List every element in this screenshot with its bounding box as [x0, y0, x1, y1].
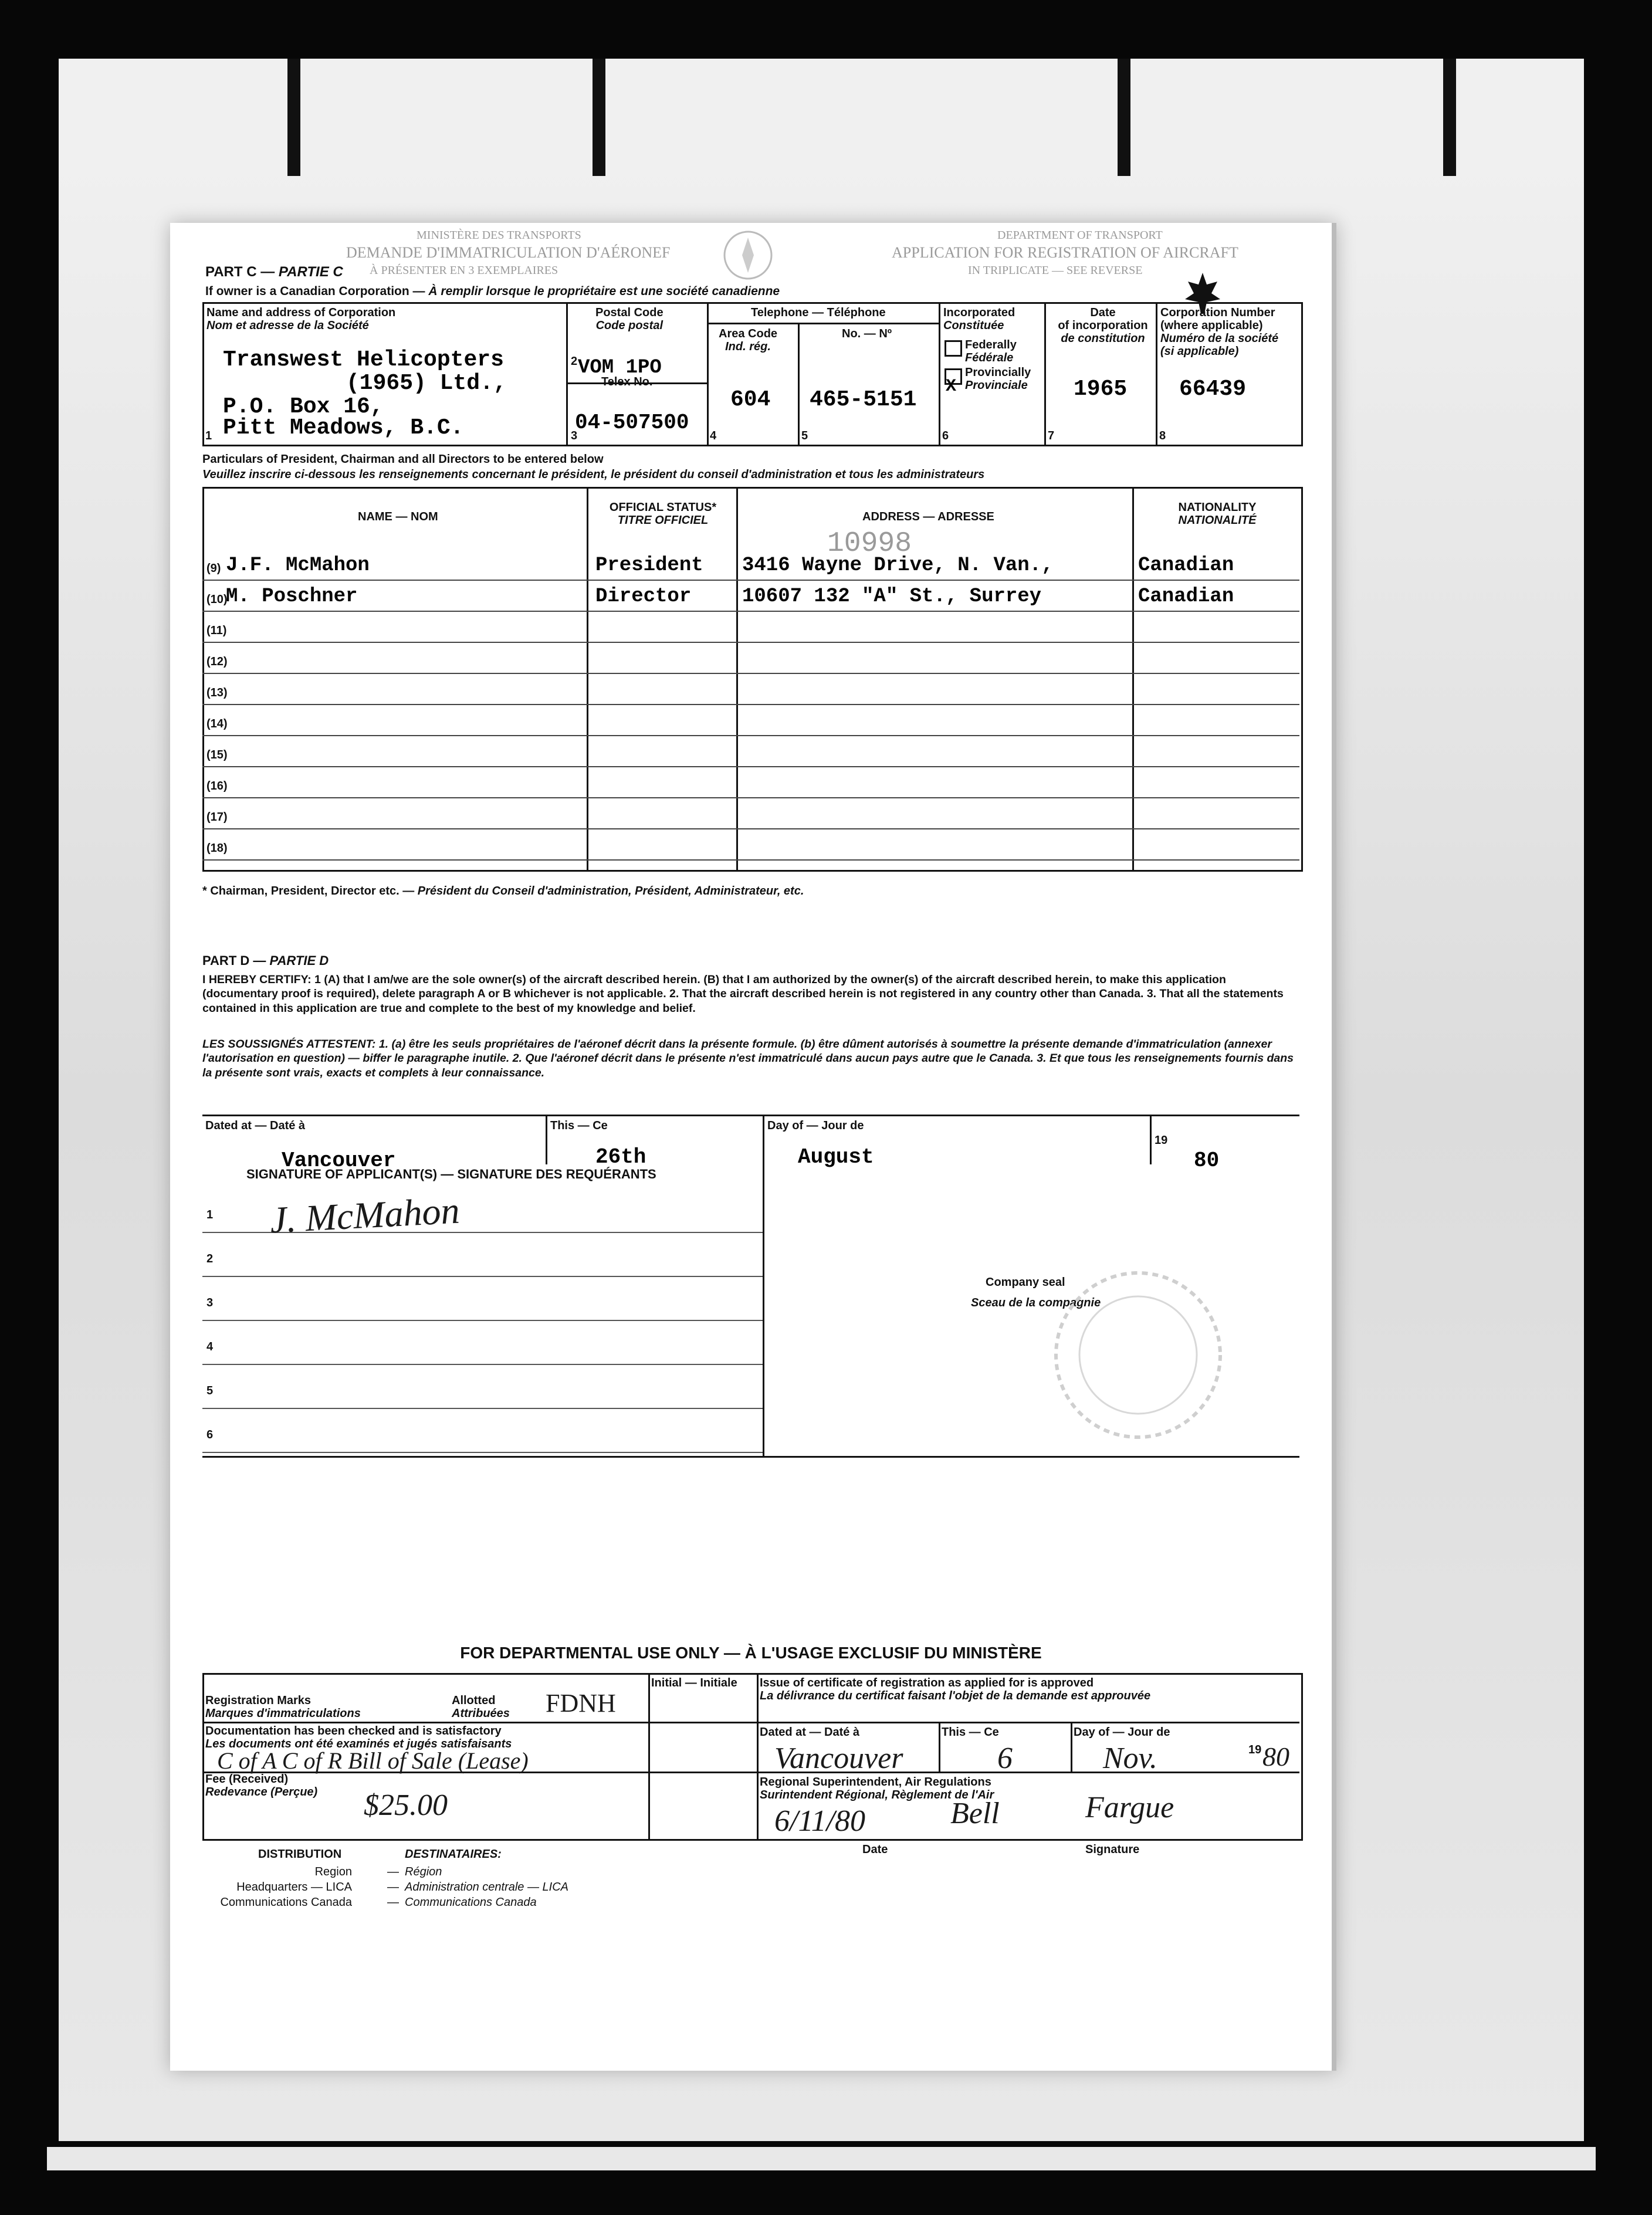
corp-address-line1: P.O. Box 16, [223, 394, 384, 419]
director-nationality: Canadian [1138, 585, 1234, 608]
corp-name-line2: (1965) Ltd., [346, 371, 507, 396]
applicant-signature: J. McMahon [269, 1189, 461, 1241]
day-of-label: Day of — Jour de [767, 1119, 864, 1132]
issue-approved-label: Issue of certificate of registration as applied for is approved La délivrance du certificat faisant l'objet de la demande est approuvée [760, 1677, 1151, 1702]
divider [566, 302, 568, 445]
company-seal-icon [1044, 1255, 1232, 1455]
film-bottom-bar [47, 2147, 1596, 2170]
dept-day-of-value: Nov. [1103, 1742, 1157, 1775]
registration-marks-label: Registration Marks Marques d'immatriculations [205, 1694, 361, 1720]
film-post [1443, 59, 1456, 176]
telex-header: Telex No. [601, 375, 653, 388]
distribution-item: Region [314, 1865, 352, 1878]
signature-line-number: 5 [206, 1384, 214, 1397]
superintendent-label: Regional Superintendent, Air Regulations Surintendent Régional, Règlement de l'Air [760, 1776, 994, 1801]
this-value: 26th [595, 1145, 646, 1169]
divider [546, 1115, 547, 1164]
row-number: (10) [206, 593, 228, 606]
distribution-dash: — [387, 1865, 399, 1878]
row-divider [202, 673, 1299, 674]
certify-text-fr: LES SOUSSIGNÉS ATTESTENT: 1. (a) être les seuls propriétaires de l'aéronef décrit dans la présente formule. (b) être dûment autorisés à soumettre la présente demande d'immatriculation (annexer l'autorisation en question) — biffer le paragraphe inutile. 2. Que l'aéronef décrit dans le présente n'est immatriculé dans aucun pays autre que le Canada. 3. Et que tous les renseignements fournis dans la présente sont vrais, exacts et complets à leur connaissance. [202, 1038, 1294, 1079]
application-form [170, 223, 1336, 2071]
director-status: Director [595, 585, 692, 608]
faded-header-left-3: À PRÉSENTER EN 3 EXEMPLAIRES [370, 264, 558, 277]
signature-line-number: 6 [206, 1428, 214, 1441]
field-number: 4 [710, 429, 717, 442]
part-c-title: PART C — PARTIE C [205, 264, 343, 280]
director-address: 10607 132 "A" St., Surrey [742, 585, 1042, 608]
signature-line-number: 2 [206, 1252, 214, 1265]
allotted-marks-value: FDNH [546, 1689, 616, 1718]
field-number: 8 [1159, 429, 1166, 442]
director-address: 3416 Wayne Drive, N. Van., [742, 554, 1054, 577]
corp-name-header: Name and address of Corporation Nom et adresse de la Société [206, 306, 396, 332]
director-name: J.F. McMahon [226, 554, 370, 577]
departmental-title: FOR DEPARTMENTAL USE ONLY — À L'USAGE EXCLUSIF DU MINISTÈRE [460, 1644, 1042, 1662]
row-number: (15) [206, 749, 228, 761]
area-code-header: Area Code Ind. rég. [719, 327, 778, 353]
faded-header-left-1: MINISTÈRE DES TRANSPORTS [417, 229, 581, 242]
corp-name-line1: Transwest Helicopters [223, 347, 504, 372]
film-post [593, 59, 605, 176]
divider [757, 1673, 759, 1839]
fee-value: $25.00 [364, 1789, 448, 1822]
dept-this-value: 6 [997, 1742, 1013, 1775]
faded-header-right-1: DEPARTMENT OF TRANSPORT [997, 229, 1163, 242]
incorporated-mark: X [946, 377, 957, 397]
superintendent-signature: Fargue [1085, 1791, 1174, 1824]
this-label: This — Ce [550, 1119, 608, 1132]
incorporated-header: Incorporated Constituée [943, 306, 1015, 332]
row-divider [202, 704, 1299, 705]
federally-checkbox[interactable] [945, 340, 962, 357]
row-number: (12) [206, 655, 228, 668]
distribution-header-fr: DESTINATAIRES: [405, 1848, 502, 1861]
signature-line-number: 3 [206, 1296, 214, 1309]
signature-line[interactable] [202, 1452, 763, 1453]
corp-number-header: Corporation Number (where applicable) Numéro de la société (si applicable) [1160, 306, 1279, 358]
signature-line[interactable] [202, 1408, 763, 1409]
particulars-note: Particulars of President, Chairman and all Directors to be entered below [202, 453, 604, 466]
faded-header-right-2: APPLICATION FOR REGISTRATION OF AIRCRAFT [892, 244, 1238, 261]
part-d-title: PART D — PARTIE D [202, 953, 329, 968]
divider [736, 487, 738, 870]
dated-at-label: Dated at — Daté à [205, 1119, 306, 1132]
divider [587, 487, 588, 870]
dept-dated-at-value: Vancouver [774, 1742, 903, 1775]
row-divider [202, 642, 1299, 643]
status-column-header: OFFICIAL STATUS* TITRE OFFICIEL [609, 501, 717, 527]
canada-crest-icon [716, 223, 780, 287]
field-number: 5 [801, 429, 808, 442]
name-column-header: NAME — NOM [358, 510, 438, 523]
divider [1044, 302, 1046, 445]
dept-this-label: This — Ce [942, 1726, 999, 1739]
row-divider [202, 766, 1299, 767]
provincially-label: Provincially Provinciale [965, 366, 1031, 392]
divider [798, 323, 800, 445]
divider [648, 1673, 650, 1839]
divider [1132, 487, 1134, 870]
row-number: (13) [206, 686, 228, 699]
year-prefix-label: 19 [1155, 1134, 1168, 1147]
incorporation-year: 1965 [1074, 377, 1128, 402]
film-post [287, 59, 300, 176]
allotted-label: Allotted Attribuées [452, 1694, 510, 1720]
approval-date-value: 6/11/80 [774, 1804, 866, 1838]
row-number: (18) [206, 842, 228, 855]
divider [202, 1115, 1299, 1116]
part-c-intro: If owner is a Canadian Corporation — À remplir lorsque le propriétaire est une société canadienne [205, 285, 780, 298]
area-code-value: 604 [730, 387, 771, 412]
documentation-label: Documentation has been checked and is satisfactory Les documents ont été examinés et jugés satisfaisants [205, 1725, 512, 1750]
corp-address-line2: Pitt Meadows, B.C. [223, 415, 464, 441]
status-footnote: * Chairman, President, Director etc. — Président du Conseil d'administration, Président, Administrateur, etc. [202, 885, 804, 897]
field-number: 2 [571, 355, 578, 368]
distribution-item-fr: Communications Canada [405, 1896, 537, 1909]
field-number: 7 [1048, 429, 1055, 442]
field-number: 1 [205, 429, 212, 442]
signature-line-number: 4 [206, 1340, 214, 1353]
distribution-item-fr: Administration centrale — LICA [405, 1881, 569, 1894]
distribution-dash: — [387, 1881, 399, 1894]
signature-label: Signature [1085, 1843, 1140, 1856]
signature-line-number: 1 [206, 1208, 214, 1221]
row-number: (17) [206, 811, 228, 824]
year-value: 80 [1194, 1149, 1220, 1173]
row-divider [202, 797, 1299, 798]
divider [1071, 1722, 1072, 1772]
divider [707, 323, 939, 324]
directors-table [202, 487, 1303, 872]
signature-line[interactable] [202, 1320, 763, 1321]
telex-value: 04-507500 [575, 411, 689, 435]
telephone-header: Telephone — Téléphone [751, 306, 886, 319]
director-status: President [595, 554, 703, 577]
divider [1150, 1115, 1152, 1164]
signature-applicant-label: SIGNATURE OF APPLICANT(S) — SIGNATURE DES REQUÉRANTS [246, 1167, 656, 1181]
row-number: (16) [206, 780, 228, 792]
initial-label: Initial — Initiale [651, 1677, 737, 1689]
approval-initials-value: Bell [950, 1797, 1000, 1830]
federally-label: Federally Fédérale [965, 338, 1017, 364]
distribution-header: DISTRIBUTION [258, 1848, 342, 1861]
distribution-dash: — [387, 1896, 399, 1909]
row-number: (14) [206, 717, 228, 730]
row-number: (9) [206, 562, 221, 575]
row-divider [202, 611, 1299, 612]
distribution-item: Headquarters — LICA [236, 1881, 352, 1894]
row-number: (11) [206, 624, 227, 637]
divider [763, 1115, 764, 1458]
faded-header-left-2: DEMANDE D'IMMATRICULATION D'AÉRONEF [346, 244, 671, 261]
distribution-item: Communications Canada [220, 1896, 352, 1909]
nationality-column-header: NATIONALITY NATIONALITÉ [1178, 501, 1257, 527]
field-number: 6 [942, 429, 949, 442]
signature-line[interactable] [202, 1276, 763, 1277]
distribution-item-fr: Région [405, 1865, 442, 1878]
dept-dated-at-label: Dated at — Daté à [760, 1726, 860, 1739]
particulars-note-fr: Veuillez inscrire ci-dessous les renseignements concernant le président, le président du conseil d'administration et tous les administrateurs [202, 468, 985, 481]
divider [939, 302, 940, 445]
row-divider [202, 828, 1299, 829]
dated-at-value: Vancouver [282, 1149, 396, 1173]
company-seal-label-fr: Sceau de la compagnie [971, 1296, 1101, 1309]
row-divider [202, 580, 1299, 581]
dept-year-prefix: 19 [1248, 1743, 1262, 1756]
director-name: M. Poschner [226, 585, 358, 608]
date-header: Date of incorporation de constitution [1058, 306, 1148, 345]
faded-header-right-3: IN TRIPLICATE — SEE REVERSE [968, 264, 1143, 277]
corporation-number-value: 66439 [1179, 377, 1247, 402]
faded-stamp-number: 10998 [827, 528, 912, 560]
divider [757, 1722, 1299, 1723]
certify-text: I HEREBY CERTIFY: 1 (A) that I am/we are the sole owner(s) of the aircraft described herein. (B) that I am authorized by the owner(s) of the aircraft described herein, to make this application (documentary proof is required), delete paragraph A or B whichever is not applicable. 2. That the aircraft described herein is not registered in any country other than Canada. 3. That all the statements contained in this application are true and complete to the best of my knowledge and belief. [202, 973, 1284, 1015]
phone-value: 465-5151 [810, 387, 917, 412]
address-column-header: ADDRESS — ADRESSE [862, 510, 994, 523]
date-label: Date [862, 1843, 888, 1856]
documentation-value: C of A C of R Bill of Sale (Lease) [217, 1747, 529, 1774]
film-post [1118, 59, 1130, 176]
fee-label: Fee (Received) Redevance (Perçue) [205, 1773, 318, 1799]
number-header: No. — Nº [842, 327, 892, 340]
row-divider [202, 735, 1299, 736]
divider [202, 1456, 1299, 1458]
postal-code-header: Postal Code Code postal [595, 306, 663, 332]
row-divider [202, 859, 1299, 861]
postal-code-value: VOM 1PO [578, 357, 662, 379]
signature-line[interactable] [202, 1364, 763, 1365]
company-seal-label: Company seal [986, 1276, 1065, 1289]
dept-year-value: 80 [1262, 1742, 1289, 1772]
director-nationality: Canadian [1138, 554, 1234, 577]
day-of-value: August [798, 1145, 874, 1169]
divider [939, 1722, 940, 1772]
divider [202, 1722, 757, 1723]
divider [1156, 302, 1157, 445]
field-number: 3 [571, 429, 578, 442]
dept-day-of-label: Day of — Jour de [1074, 1726, 1170, 1739]
